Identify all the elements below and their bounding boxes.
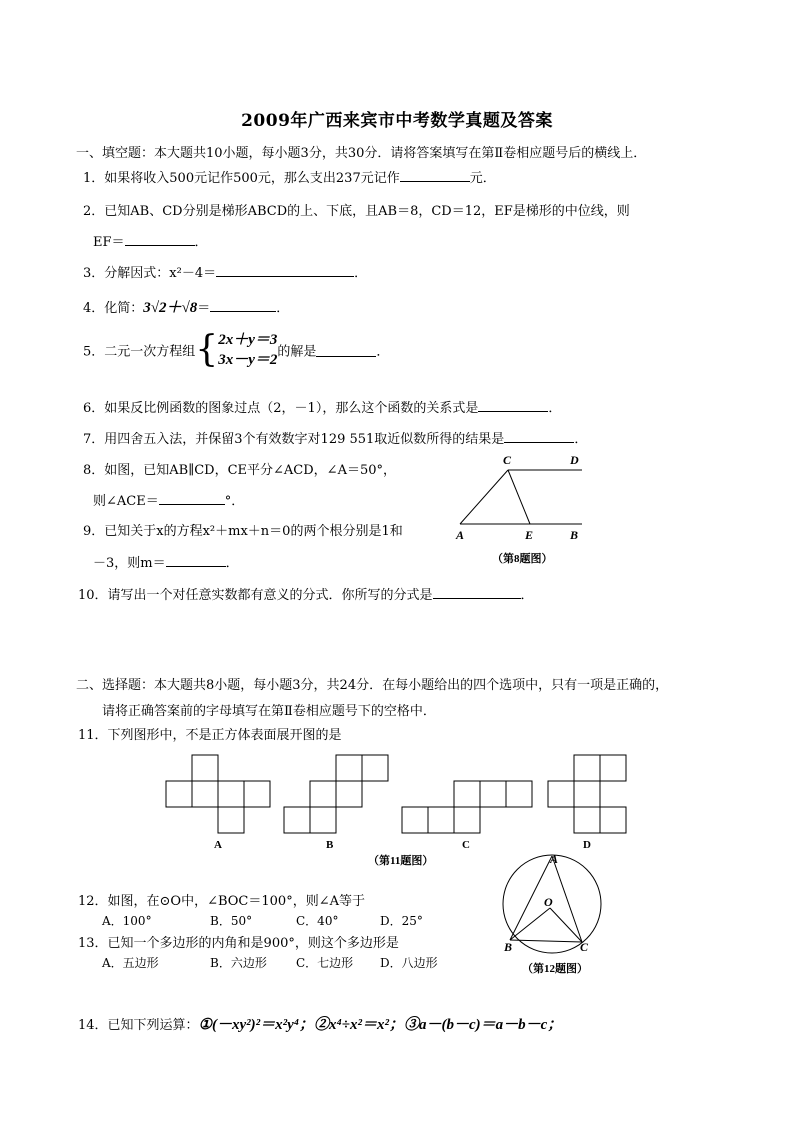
answer-blank [125,232,195,246]
answer-blank [216,263,354,277]
question-9-line2 [93,552,239,571]
question-14 [78,1013,562,1034]
option-d[interactable]: D．25° [380,914,423,928]
question-14-text: 14．已知下列运算： [78,1018,199,1033]
equation-2: 3x－y＝2 [218,352,278,368]
option-c[interactable]: C．40° [296,914,339,928]
question-10 [78,584,534,603]
option-label-d: D [583,839,591,851]
question-3-end: ． [354,266,368,281]
chord-ac [552,856,582,942]
question-7-text: 7．用四舍五入法，并保留3个有效数字对129 551取近似数所得的结果是 [83,432,505,447]
cube-net-c [402,781,532,833]
question-1-after: 元． [469,171,496,186]
answer-blank [478,398,548,412]
equation-system [218,330,277,370]
answer-blank [433,585,521,599]
answer-blank [316,343,376,357]
question-8-end: °． [224,494,245,509]
question-10-text: 10．请写出一个对任意实数都有意义的分式．你所写的分式是 [78,588,433,603]
question-4 [83,296,289,317]
answer-blank [166,553,226,567]
cube-net-d [548,755,626,833]
option-a[interactable]: A．五边形 [102,956,159,970]
question-8-ace: 则∠ACE＝ [93,494,159,509]
left-brace-icon: { [195,329,219,370]
answer-blank [504,429,574,443]
option-b[interactable]: B．六边形 [210,956,267,970]
section2-heading-line2: 请将正确答案前的字母填写在第Ⅱ卷相应题号下的空格中． [102,704,436,719]
answer-blank [210,298,276,312]
label-a: A [550,852,559,866]
question-6-end: ． [548,401,562,416]
question-4-expression: 3√2＋√8 [143,300,198,316]
question-12: 12．如图，在⊙O中，∠BOC＝100°，则∠A等于 [78,894,365,909]
expression-1: ①(－xy²)²＝x²y⁴； [198,1017,315,1033]
question-3-text: 3．分解因式：x²－4＝ [83,266,217,281]
answer-blank [400,168,470,182]
expression-3: ③a－(b－c)＝a－b－c； [403,1017,563,1033]
question-7 [83,428,587,447]
question-13-options [102,954,438,971]
label-b: B [570,528,579,542]
figure-12-caption: （第12题图） [522,963,588,975]
question-12-options [102,912,423,929]
cube-net-a [166,755,270,833]
radius-ob [510,908,550,940]
figure-11-caption: （第11题图） [368,855,434,867]
question-5-end: ． [376,344,390,360]
figure-8-caption: （第8题图） [492,553,553,565]
question-9: 9．已知关于x的方程x²＋mx＋n＝0的两个根分别是1和 [83,524,403,539]
question-4-text: 4．化简： [83,301,144,316]
expression-2: ②x⁴÷x²＝x²； [314,1017,404,1033]
question-2-ef: EF＝ [93,235,125,250]
question-1-text: 1．如果将收入500元记作500元，那么支出237元记作 [83,171,400,186]
page-title: 2009年广西来宾市中考数学真题及答案 [241,111,553,131]
cube-net-b [284,755,388,833]
question-4-equals: ＝ [197,301,211,316]
section2-heading: 二、选择题：本大题共8小题，每小题3分，共24分．在每小题给出的四个选项中，只有一项是正确的， [76,678,669,693]
question-11: 11．下列图形中，不是正方体表面展开图的是 [78,728,342,743]
question-6-text: 6．如果反比例函数的图象过点（2，－1），那么这个函数的关系式是 [83,401,479,416]
question-2: 2．已知AB、CD分别是梯形ABCD的上、下底，且AB＝8，CD＝12，EF是梯形的中位线，则 [83,204,630,219]
option-label-b: B [326,839,334,851]
radius-oc [550,908,582,942]
line-ca [460,470,508,524]
question-9-end: ． [225,556,239,571]
question-9-m: －3，则m＝ [93,556,166,571]
question-5-after: 的解是 [277,344,317,360]
question-4-end: ． [276,301,290,316]
section1-heading: 一、填空题：本大题共10小题，每小题3分，共30分．请将答案填写在第Ⅱ卷相应题号后的横线上． [76,146,647,161]
equation-1: 2x＋y＝3 [218,332,278,348]
option-label-c: C [462,839,470,851]
option-c[interactable]: C．七边形 [296,956,354,970]
label-c: C [580,940,589,954]
question-6 [83,397,561,416]
question-7-end: ． [574,432,588,447]
question-13: 13．已知一个多边形的内角和是900°，则这个多边形是 [78,936,399,951]
option-b[interactable]: B．50° [210,914,253,928]
question-1 [83,167,496,186]
label-e: E [525,528,534,542]
figure-8 [450,448,600,570]
option-d[interactable]: D．八边形 [380,956,438,970]
label-a: A [456,528,465,542]
label-b: B [504,940,513,954]
question-5 [83,330,389,370]
question-2-end: ． [194,235,208,250]
label-c: C [503,453,512,467]
figure-12 [496,850,620,978]
question-8: 8．如图，已知AB∥CD，CE平分∠ACD，∠A＝50°， [83,463,396,478]
label-o: O [544,895,553,909]
line-ce [508,470,530,524]
option-a[interactable]: A．100° [102,914,152,928]
question-10-end: ． [520,588,534,603]
label-d: D [570,453,579,467]
question-5-text: 5．二元一次方程组 [83,344,196,360]
question-2-line2 [93,231,208,250]
answer-blank [159,491,225,505]
question-3 [83,262,367,281]
option-label-a: A [214,839,222,851]
question-8-line2 [93,490,244,509]
